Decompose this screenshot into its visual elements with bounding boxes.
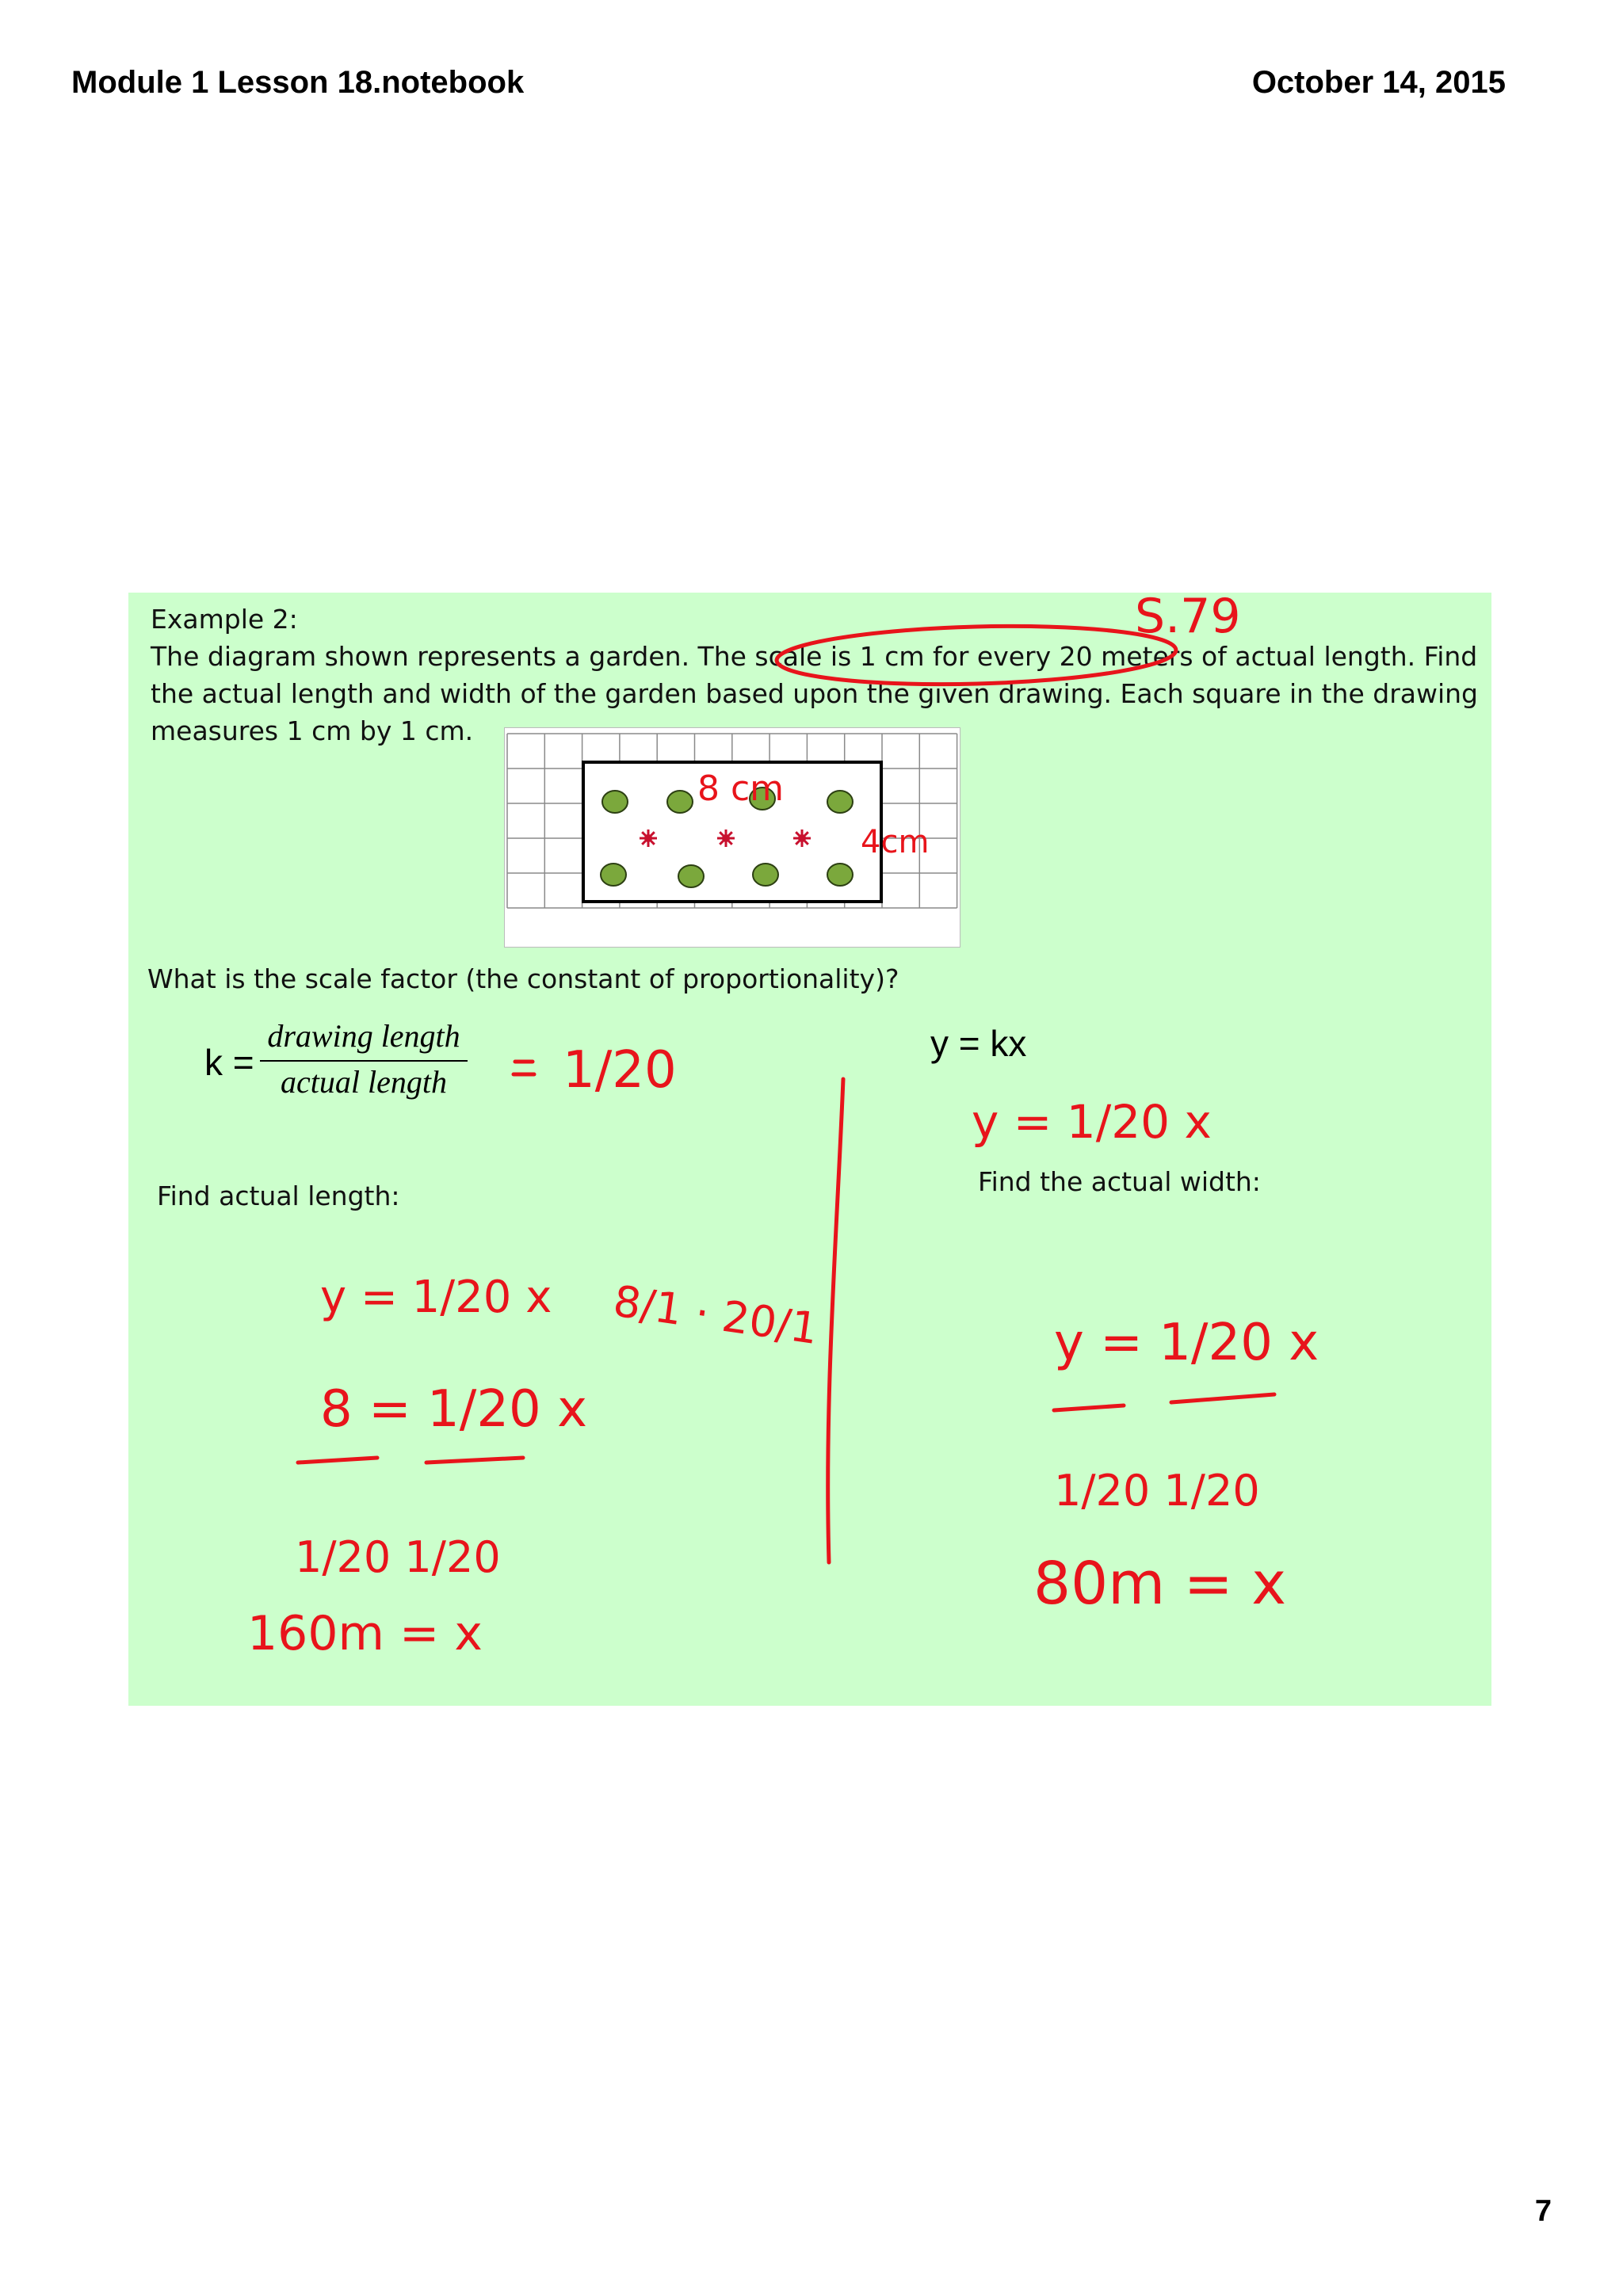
- drawing-length-note: 8 cm: [697, 769, 785, 809]
- width-work-line-2: y = 1/20 x: [1054, 1314, 1319, 1372]
- flower-icon: [793, 830, 811, 847]
- document-date: October 14, 2015: [1251, 65, 1506, 100]
- shrub-icon: [667, 791, 693, 813]
- page-reference: S.79: [1135, 589, 1241, 644]
- shrub-icon: [827, 791, 853, 813]
- shrub-icon: [753, 864, 778, 886]
- page-number: 7: [1534, 2195, 1552, 2228]
- length-work-line-1: y = 1/20 x: [320, 1272, 552, 1323]
- length-work-line-2: 8 = 1/20 x: [320, 1380, 587, 1439]
- drawing-width-note: 4cm: [861, 824, 930, 860]
- k-label: k =: [204, 1042, 254, 1083]
- shrub-icon: [678, 865, 704, 887]
- scale-factor-question: What is the scale factor (the constant of proportionality)?: [147, 963, 899, 994]
- example-text: The diagram shown represents a garden. The scale is 1 cm for every 20 meters of actual length. Find the actual length and width of the garden based upon the given drawing. Each square in the drawing measures 1 cm by 1 cm.: [151, 641, 1479, 746]
- shrub-icon: [602, 791, 628, 813]
- example-title: Example 2:: [151, 604, 298, 635]
- find-width-label: Find the actual width:: [978, 1166, 1261, 1197]
- notebook-slide-panel: [128, 593, 1491, 1706]
- formula-numerator: drawing length: [267, 1018, 460, 1054]
- length-work-line-4: 160m = x: [247, 1606, 483, 1661]
- shrub-icon: [750, 788, 775, 810]
- garden-grid-drawing: [504, 727, 960, 948]
- width-work-line-3: 1/20 1/20: [1054, 1466, 1260, 1516]
- side-calculation: 8/1 · 20/1: [610, 1276, 822, 1355]
- find-length-label: Find actual length:: [157, 1180, 400, 1211]
- shrub-icon: [601, 864, 626, 886]
- proportional-equation: y = kx: [930, 1023, 1027, 1064]
- flower-icon: [640, 830, 657, 847]
- k-value-note: 1/20: [563, 1041, 677, 1100]
- flower-icon: [717, 830, 735, 847]
- length-work-line-3: 1/20 1/20: [295, 1532, 501, 1582]
- width-work-line-4: 80m = x: [1033, 1550, 1287, 1618]
- width-work-line-1: y = 1/20 x: [972, 1095, 1212, 1149]
- shrub-icon: [827, 864, 853, 886]
- formula-denominator: actual length: [281, 1064, 447, 1100]
- fraction-bar: [260, 1060, 468, 1062]
- document-title: Module 1 Lesson 18.notebook: [71, 65, 525, 100]
